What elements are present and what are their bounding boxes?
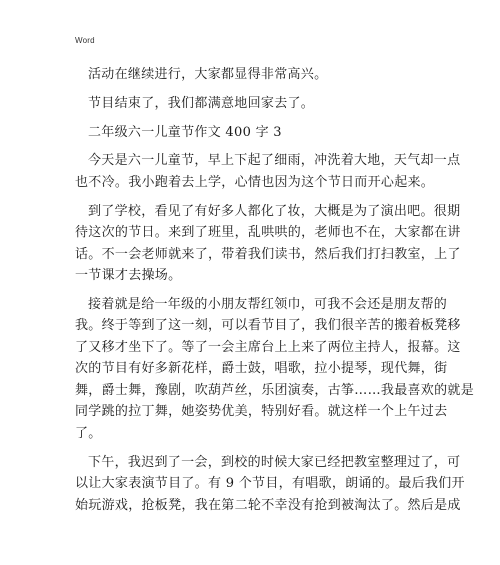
- paragraph: [75, 294, 475, 445]
- paragraph-line: 待这次的节日。来到了班里，乱哄哄的，老师也不在，大家都在讲: [75, 225, 461, 241]
- paragraph-line: 始玩游戏，抢板凳，我在第二轮不幸没有抢到被淘汰了。然后是成: [75, 497, 461, 513]
- page-bottom-fade: [0, 551, 500, 565]
- paragraph-line: 也不冷。我小跑着去上学，心情也因为这个节日而开心起来。: [75, 174, 435, 190]
- paragraph-line: 下午，我迟到了一会，到校的时候大家已经把教室整理过了，可: [88, 454, 461, 470]
- paragraph-line: 二年级六一儿童节作文 400 字 3: [88, 124, 282, 140]
- paragraph-line: 舞，爵士舞，豫剧，吹葫芦丝，乐团演奏，古筝……我最喜欢的就是: [75, 382, 475, 398]
- app-header-label: Word: [75, 36, 95, 45]
- paragraph: [88, 122, 428, 144]
- paragraph: [88, 64, 428, 86]
- document-body: [75, 64, 475, 524]
- paragraph-line: 以让大家表演节目了。有 9 个节目，有唱歌，朗诵的。最后我们开: [75, 476, 465, 492]
- paragraph-line: 今天是六一儿童节，早上下起了细雨，冲洗着大地，天气却一点: [88, 153, 461, 169]
- paragraph-line: 到了学校，看见了有好多人都化了妆，大概是为了演出吧。很期: [88, 203, 461, 219]
- paragraph: [75, 150, 461, 193]
- paragraph-line: 接着就是给一年级的小朋友帮红领巾，可我不会还是朋友帮的: [88, 296, 448, 312]
- paragraph-line: 话。不一会老师就来了，带着我们读书，然后我们打扫教室，上了: [75, 246, 461, 262]
- paragraph: [75, 452, 465, 517]
- paragraph: [75, 201, 461, 287]
- paragraph-line: 我。终于等到了这一刻，可以看节目了，我们很辛苦的搬着板凳移: [75, 318, 461, 334]
- paragraph: [88, 93, 428, 115]
- paragraph-line: 一节课才去操场。: [75, 268, 182, 284]
- paragraph-line: 活动在继续进行，大家都显得非常高兴。: [88, 67, 328, 82]
- paragraph-line: 次的节目有好多新花样，爵士鼓，唱歌，拉小提琴，现代舞，街: [75, 361, 448, 377]
- paragraph-line: 了又移才坐下了。等了一会主席台上上来了两位主持人，报幕。这: [75, 339, 461, 355]
- paragraph-line: 同学跳的拉丁舞，她姿势优美，特别好看。就这样一个上午过去: [75, 404, 448, 420]
- paragraph-line: 了。: [75, 425, 102, 441]
- paragraph-line: 节目结束了，我们都满意地回家去了。: [88, 95, 315, 111]
